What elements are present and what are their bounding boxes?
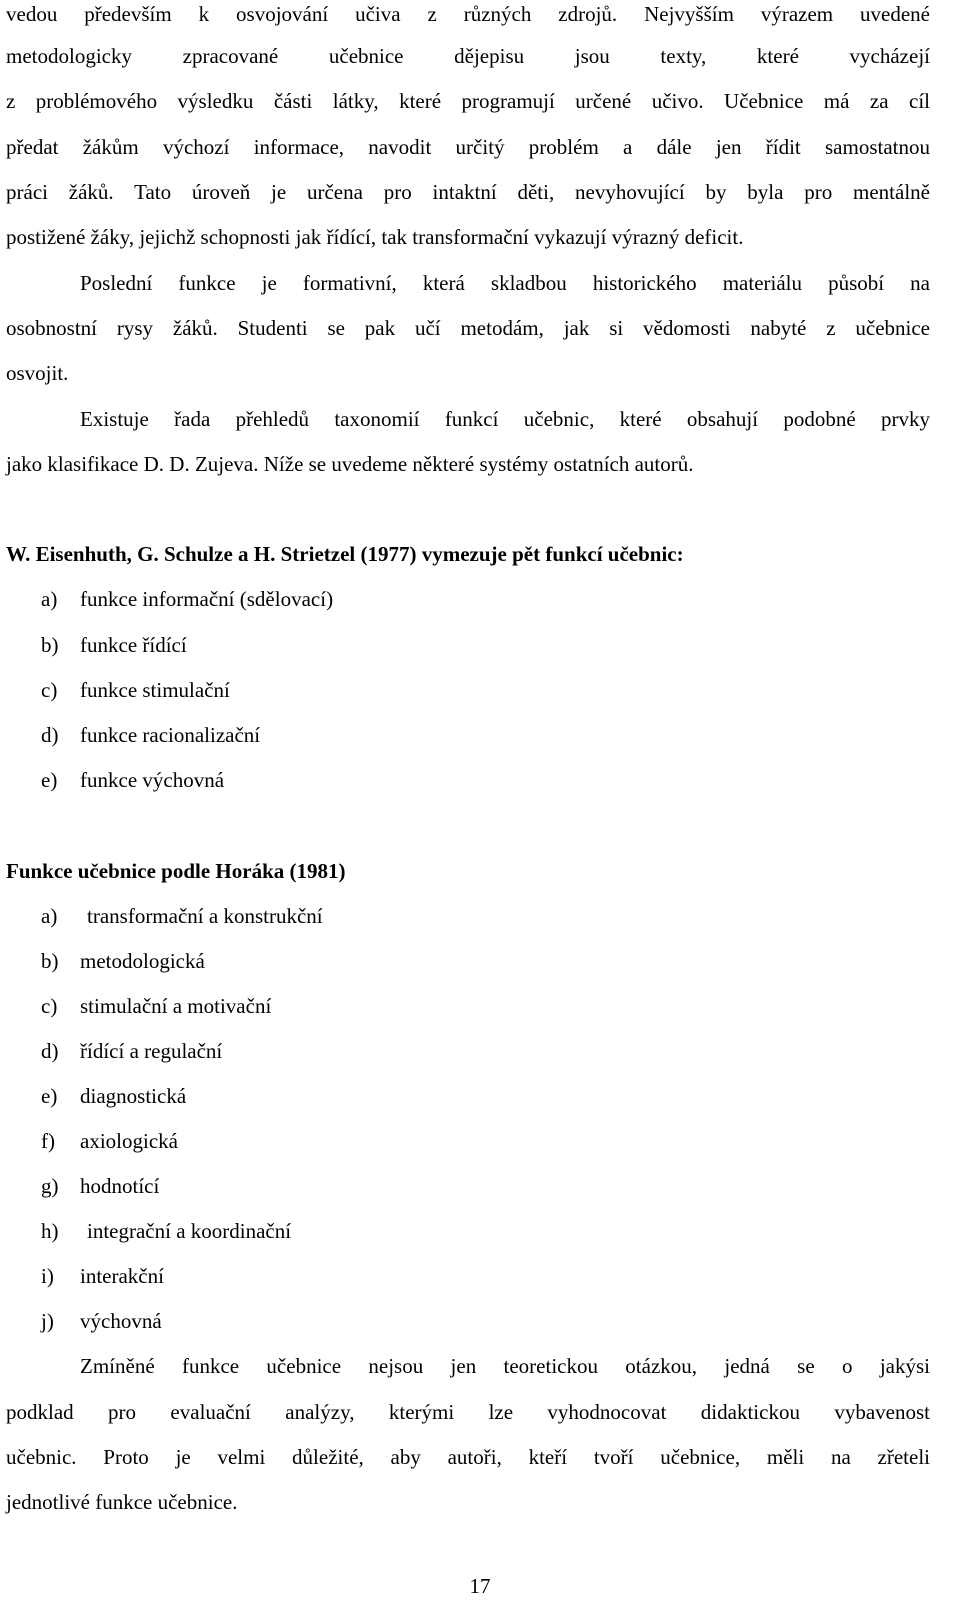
list-marker: i): [41, 1264, 54, 1288]
text-line: postižené žáky, jejichž schopnosti jak řídící, tak transformační vykazují výrazný deficit.: [6, 225, 744, 249]
text-line: podklad pro evaluační analýzy, kterými lze vyhodnocovat didaktickou vybavenost: [6, 1400, 930, 1424]
page-number: 17: [469, 1574, 491, 1598]
list-marker: h): [41, 1219, 59, 1243]
text-line: práci žáků. Tato úroveň je určena pro intaktní děti, nevyhovující by byla pro mentálně: [6, 180, 930, 204]
list-marker: d): [41, 1039, 59, 1063]
list-marker: d): [41, 723, 59, 747]
list-item-text: diagnostická: [80, 1084, 187, 1108]
text-line: Poslední funkce je formativní, která skladbou historického materiálu působí na: [80, 271, 930, 295]
list-item-text: funkce informační (sdělovací): [80, 587, 334, 611]
list-item-text: funkce výchovná: [80, 768, 225, 792]
list-item-text: hodnotící: [80, 1174, 160, 1198]
list-marker: a): [41, 904, 58, 928]
list-item-text: integrační a koordinační: [87, 1219, 292, 1243]
list-marker: e): [41, 1084, 58, 1108]
list-item-text: funkce racionalizační: [80, 723, 261, 747]
list-marker: c): [41, 994, 58, 1018]
text-line: Existuje řada přehledů taxonomií funkcí učebnic, které obsahují podobné prvky: [80, 407, 930, 431]
text-line: učebnic. Proto je velmi důležité, aby autoři, kteří tvoří učebnice, měli na zřeteli: [6, 1445, 930, 1469]
list-marker: g): [41, 1174, 59, 1198]
list-item-text: řídící a regulační: [80, 1039, 223, 1063]
list-item-text: funkce řídící: [80, 633, 187, 657]
text-line: jako klasifikace D. D. Zujeva. Níže se uvedeme některé systémy ostatních autorů.: [6, 452, 694, 476]
list-item-text: funkce stimulační: [80, 678, 230, 702]
list-marker: f): [41, 1129, 55, 1153]
list-marker: e): [41, 768, 58, 792]
section-heading: W. Eisenhuth, G. Schulze a H. Strietzel (1977) vymezuje pět funkcí učebnic:: [6, 542, 684, 566]
list-marker: b): [41, 633, 59, 657]
list-marker: c): [41, 678, 58, 702]
text-line: z problémového výsledku části látky, které programují určené učivo. Učebnice má za cíl: [6, 89, 930, 113]
list-marker: b): [41, 949, 59, 973]
list-item-text: stimulační a motivační: [80, 994, 272, 1018]
text-line: osvojit.: [6, 361, 69, 385]
text-line: Zmíněné funkce učebnice nejsou jen teoretickou otázkou, jedná se o jakýsi: [80, 1354, 930, 1378]
list-item-text: axiologická: [80, 1129, 178, 1153]
list-item-text: interakční: [80, 1264, 164, 1288]
section-heading: Funkce učebnice podle Horáka (1981): [6, 859, 346, 883]
text-line: metodologicky zpracované učebnice dějepisu jsou texty, které vycházejí: [6, 44, 930, 68]
text-line: předat žákům výchozí informace, navodit určitý problém a dále jen řídit samostatnou: [6, 135, 930, 159]
list-marker: a): [41, 587, 58, 611]
list-item-text: metodologická: [80, 949, 205, 973]
text-line: osobnostní rysy žáků. Studenti se pak učí metodám, jak si vědomosti nabyté z učebnice: [6, 316, 930, 340]
text-line: vedou především k osvojování učiva z různých zdrojů. Nejvyšším výrazem uvedené: [6, 2, 930, 26]
list-marker: j): [41, 1309, 54, 1333]
text-line: jednotlivé funkce učebnice.: [6, 1490, 238, 1514]
list-item-text: výchovná: [80, 1309, 162, 1333]
list-item-text: transformační a konstrukční: [87, 904, 323, 928]
